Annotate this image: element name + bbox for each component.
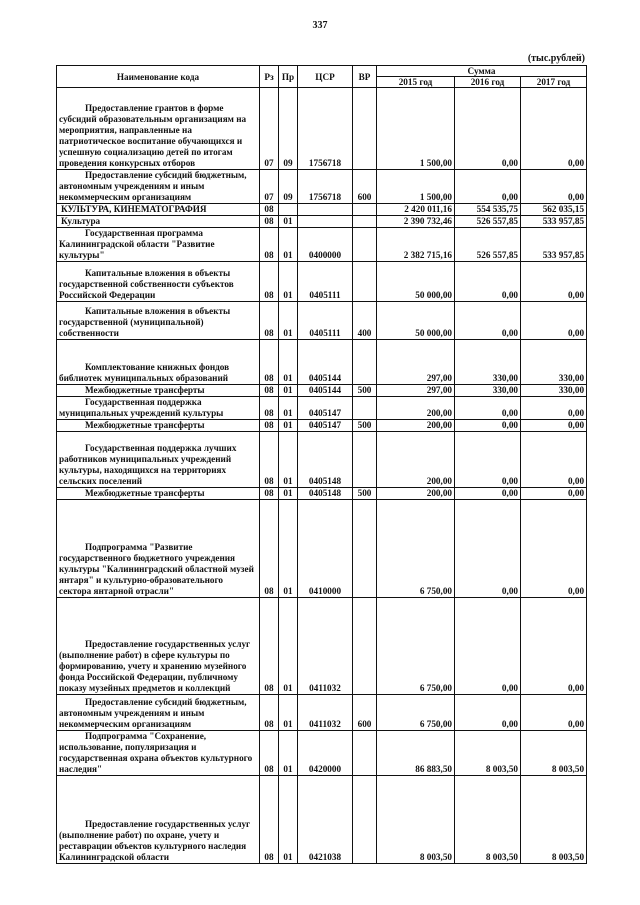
row-pr: 01 [279, 598, 298, 695]
table-row [57, 385, 587, 397]
row-csr: 0405111 [298, 302, 353, 340]
row-rz: 08 [260, 500, 279, 598]
row-rz: 08 [260, 695, 279, 731]
row-name: Комплектование книжных фондов библиотек муниципальных образований [57, 340, 260, 385]
header-rz: Рз [260, 66, 279, 88]
row-vr: 500 [353, 488, 377, 500]
row-pr: 01 [279, 432, 298, 488]
row-amount-2015: 50 000,00 [377, 302, 455, 340]
row-amount-2017: 0,00 [521, 397, 587, 420]
table-row [57, 598, 587, 695]
row-csr: 0421038 [298, 776, 353, 864]
row-pr: 01 [279, 488, 298, 500]
row-name: Культура [57, 216, 260, 228]
row-amount-2015: 297,00 [377, 340, 455, 385]
row-amount-2015: 2 390 732,46 [377, 216, 455, 228]
row-vr [353, 598, 377, 695]
table-row [57, 500, 587, 598]
row-name: Капитальные вложения в объекты государственной (муниципальной) собственности [57, 302, 260, 340]
row-vr: 500 [353, 385, 377, 397]
row-rz: 08 [260, 776, 279, 864]
row-amount-2015: 6 750,00 [377, 598, 455, 695]
row-name: Подпрограмма "Развитие государственного бюджетного учреждения культуры "Калининградский областной музей янтаря" и культурно-образовательного сектора янтарной отрасли" [57, 500, 260, 598]
row-pr: 01 [279, 776, 298, 864]
row-name: Межбюджетные трансферты [57, 385, 260, 397]
row-pr: 01 [279, 262, 298, 302]
row-amount-2016: 0,00 [455, 598, 521, 695]
row-rz: 07 [260, 170, 279, 204]
row-vr [353, 500, 377, 598]
row-rz: 08 [260, 397, 279, 420]
unit-note: (тыс.рублей) [527, 53, 585, 64]
row-pr: 01 [279, 302, 298, 340]
header-2017: 2017 год [521, 77, 587, 88]
row-amount-2017: 0,00 [521, 170, 587, 204]
table-row [57, 88, 587, 170]
budget-table [56, 65, 587, 864]
row-amount-2016: 0,00 [455, 500, 521, 598]
row-amount-2015: 297,00 [377, 385, 455, 397]
row-csr: 0405144 [298, 340, 353, 385]
table-row [57, 432, 587, 488]
table-row [57, 731, 587, 776]
row-rz: 08 [260, 385, 279, 397]
row-csr: 0400000 [298, 228, 353, 262]
row-amount-2016: 0,00 [455, 488, 521, 500]
row-pr: 01 [279, 385, 298, 397]
row-rz: 08 [260, 598, 279, 695]
row-amount-2016: 0,00 [455, 302, 521, 340]
row-amount-2015: 200,00 [377, 488, 455, 500]
row-vr: 500 [353, 420, 377, 432]
row-vr [353, 216, 377, 228]
row-amount-2016: 554 535,75 [455, 204, 521, 216]
row-rz: 08 [260, 340, 279, 385]
row-rz: 08 [260, 228, 279, 262]
row-amount-2016: 330,00 [455, 385, 521, 397]
row-vr [353, 88, 377, 170]
table-row [57, 216, 587, 228]
row-vr [353, 432, 377, 488]
header-2016: 2016 год [455, 77, 521, 88]
page-number: 337 [312, 20, 328, 31]
row-amount-2016: 0,00 [455, 170, 521, 204]
row-csr [298, 204, 353, 216]
row-amount-2015: 2 420 011,16 [377, 204, 455, 216]
row-amount-2015: 2 382 715,16 [377, 228, 455, 262]
row-amount-2015: 50 000,00 [377, 262, 455, 302]
row-rz: 08 [260, 432, 279, 488]
row-amount-2017: 8 003,50 [521, 731, 587, 776]
row-amount-2017: 330,00 [521, 340, 587, 385]
row-csr: 0405148 [298, 432, 353, 488]
row-amount-2017: 0,00 [521, 88, 587, 170]
row-vr [353, 228, 377, 262]
row-pr: 01 [279, 340, 298, 385]
row-amount-2016: 0,00 [455, 695, 521, 731]
row-vr [353, 204, 377, 216]
row-csr: 0420000 [298, 731, 353, 776]
header-pr: Пр [279, 66, 298, 88]
row-pr: 01 [279, 228, 298, 262]
row-rz: 08 [260, 216, 279, 228]
row-amount-2017: 562 035,15 [521, 204, 587, 216]
row-amount-2016: 8 003,50 [455, 776, 521, 864]
table-row [57, 340, 587, 385]
row-vr [353, 397, 377, 420]
row-pr: 01 [279, 695, 298, 731]
row-name: Предоставление государственных услуг (выполнение работ) по охране, учету и реставрации объектов культурного наследия Калининградской области [57, 776, 260, 864]
row-amount-2015: 1 500,00 [377, 88, 455, 170]
row-pr: 09 [279, 170, 298, 204]
row-csr: 0411032 [298, 695, 353, 731]
row-amount-2017: 533 957,85 [521, 216, 587, 228]
row-name: Государственная поддержка лучших работников муниципальных учреждений культуры, находящихся на территориях сельских поселений [57, 432, 260, 488]
row-name: Межбюджетные трансферты [57, 420, 260, 432]
row-amount-2017: 0,00 [521, 488, 587, 500]
header-name: Наименование кода [57, 66, 260, 88]
row-rz: 08 [260, 302, 279, 340]
row-pr: 09 [279, 88, 298, 170]
row-amount-2016: 526 557,85 [455, 216, 521, 228]
row-amount-2015: 6 750,00 [377, 500, 455, 598]
row-vr: 600 [353, 170, 377, 204]
row-vr [353, 731, 377, 776]
row-amount-2015: 8 003,50 [377, 776, 455, 864]
row-csr: 1756718 [298, 170, 353, 204]
row-pr: 01 [279, 397, 298, 420]
row-csr: 0405147 [298, 420, 353, 432]
row-rz: 08 [260, 204, 279, 216]
row-rz: 07 [260, 88, 279, 170]
row-amount-2016: 0,00 [455, 262, 521, 302]
row-csr [298, 216, 353, 228]
row-name: Предоставление субсидий бюджетным, автономным учреждениям и иным некоммерческим организациям [57, 170, 260, 204]
row-amount-2015: 86 883,50 [377, 731, 455, 776]
row-csr: 0405147 [298, 397, 353, 420]
row-amount-2016: 0,00 [455, 420, 521, 432]
row-csr: 0405144 [298, 385, 353, 397]
row-name: Подпрограмма "Сохранение, использование, популяризация и государственная охрана объектов культурного наследия" [57, 731, 260, 776]
row-amount-2015: 200,00 [377, 420, 455, 432]
header-csr: ЦСР [298, 66, 353, 88]
row-vr: 600 [353, 695, 377, 731]
row-vr [353, 776, 377, 864]
row-amount-2017: 0,00 [521, 420, 587, 432]
row-amount-2017: 0,00 [521, 695, 587, 731]
row-amount-2017: 8 003,50 [521, 776, 587, 864]
table-row [57, 204, 587, 216]
header-sum: Сумма [377, 66, 587, 77]
table-row [57, 488, 587, 500]
row-amount-2016: 526 557,85 [455, 228, 521, 262]
row-amount-2015: 200,00 [377, 432, 455, 488]
row-vr [353, 340, 377, 385]
row-amount-2016: 0,00 [455, 88, 521, 170]
row-amount-2017: 330,00 [521, 385, 587, 397]
table-row [57, 170, 587, 204]
row-rz: 08 [260, 731, 279, 776]
row-pr: 01 [279, 500, 298, 598]
row-amount-2017: 533 957,85 [521, 228, 587, 262]
row-amount-2016: 0,00 [455, 432, 521, 488]
table-row [57, 262, 587, 302]
row-name: Предоставление государственных услуг (выполнение работ) в сфере культуры по формированию, учету и хранению музейного фонда Российской Федерации, публичному показу музейных предметов и коллекций [57, 598, 260, 695]
row-pr: 01 [279, 731, 298, 776]
row-name: КУЛЬТУРА, КИНЕМАТОГРАФИЯ [57, 204, 260, 216]
row-amount-2017: 0,00 [521, 432, 587, 488]
row-pr: 01 [279, 420, 298, 432]
row-rz: 08 [260, 488, 279, 500]
row-name: Государственная поддержка муниципальных учреждений культуры [57, 397, 260, 420]
header-2015: 2015 год [377, 77, 455, 88]
table-row [57, 695, 587, 731]
table-body [57, 88, 587, 864]
row-csr: 0405111 [298, 262, 353, 302]
row-amount-2016: 0,00 [455, 397, 521, 420]
row-name: Межбюджетные трансферты [57, 488, 260, 500]
row-amount-2017: 0,00 [521, 500, 587, 598]
row-csr: 1756718 [298, 88, 353, 170]
row-vr: 400 [353, 302, 377, 340]
row-amount-2016: 330,00 [455, 340, 521, 385]
row-rz: 08 [260, 262, 279, 302]
row-csr: 0410000 [298, 500, 353, 598]
row-amount-2015: 200,00 [377, 397, 455, 420]
row-amount-2015: 6 750,00 [377, 695, 455, 731]
row-amount-2015: 1 500,00 [377, 170, 455, 204]
table-row [57, 228, 587, 262]
table-row [57, 420, 587, 432]
row-name: Предоставление субсидий бюджетным, автономным учреждениям и иным некоммерческим организациям [57, 695, 260, 731]
row-name: Предоставление грантов в форме субсидий образовательным организациям на мероприятия, направленные на патриотическое воспитание обучающихся и успешную социализацию детей по итогам проведения конкурсных отборов [57, 88, 260, 170]
header-vr: ВР [353, 66, 377, 88]
table-row [57, 397, 587, 420]
row-amount-2017: 0,00 [521, 262, 587, 302]
row-amount-2017: 0,00 [521, 598, 587, 695]
table-row [57, 302, 587, 340]
row-name: Государственная программа Калининградской области "Развитие культуры" [57, 228, 260, 262]
row-pr: 01 [279, 216, 298, 228]
row-vr [353, 262, 377, 302]
row-pr [279, 204, 298, 216]
row-amount-2016: 8 003,50 [455, 731, 521, 776]
table-row [57, 776, 587, 864]
row-name: Капитальные вложения в объекты государственной собственности субъектов Российской Федерации [57, 262, 260, 302]
row-rz: 08 [260, 420, 279, 432]
row-csr: 0411032 [298, 598, 353, 695]
row-csr: 0405148 [298, 488, 353, 500]
row-amount-2017: 0,00 [521, 302, 587, 340]
